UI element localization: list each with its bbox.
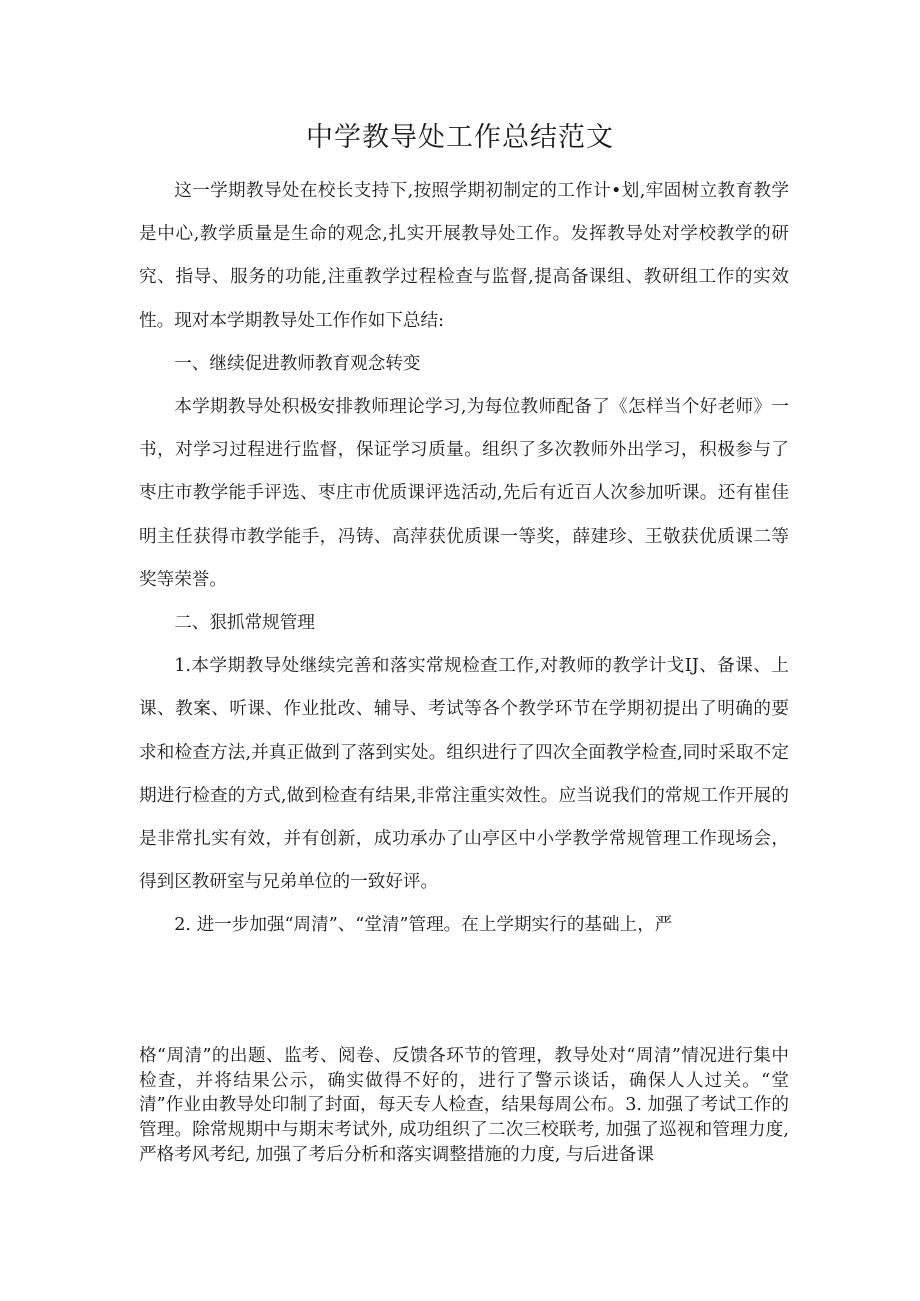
document-title: 中学教导处工作总结范文 xyxy=(306,122,614,153)
paragraph-intro: 这一学期教导处在校长支持下,按照学期初制定的工作计•划,牢固树立教育教学是中心,教学质量是生命的观念,扎实开展教导处工作。发挥教导处对学校教学的研究、指导、服务的功能,注重教学过程检查与监督,提高备课组、教研组工作的实效性。现对本学期教导处工作作如下总结: xyxy=(139,181,789,331)
section-heading-1: 一、继续促进教师教育观念转变 xyxy=(174,353,421,374)
paragraph-section-1: 本学期教导处积极安排教师理论学习,为每位教师配备了《怎样当个好老师》一书，对学习过程进行监督，保证学习质量。组织了多次教师外出学习，积极参与了枣庄市教学能手评选、枣庄市优质课评选活动,先后有近百人次参加听课。还有崔佳明主任获得市教学能手，冯铸、高萍获优质课一等奖，薛建珍、王敬获优质课二等奖等荣誉。 xyxy=(139,397,789,590)
section-heading-2: 二、狠抓常规管理 xyxy=(174,613,315,634)
paragraph-routine-1: 1.本学期教导处继续完善和落实常规检查工作,对教师的教学计戈IJ、备课、上课、教案、听课、作业批改、辅导、考试等各个教学环节在学期初提出了明确的要求和检查方法,并真正做到了落到实处。组织进行了四次全面教学检查,同时采取不定期进行检查的方式,做到检查有结果,非常注重实效性。应当说我们的常规工作开展的是非常扎实有效，并有创新，成功承办了山亭区中小学教学常规管理工作现场会，得到区教研室与兄弟单位的一致好评。 xyxy=(139,656,789,893)
document-body xyxy=(139,170,789,948)
paragraph-routine-2: 2. 进一步加强“周清”、“堂清”管理。在上学期实行的基础上，严 xyxy=(174,915,673,936)
paragraph-continued: 格“周清”的出题、监考、阅卷、反馈各环节的管理，教导处对“周清”情况进行集中检查，并将结果公示，确实做得不好的，进行了警示谈话，确保人人过关。“堂清”作业由教导处印制了封面，每天专人检查，结果每周公布。3. 加强了考试工作的管理。除常规期中与期末考试外, 成功组织了二次三校联考, 加强了巡视和管理力度, 严格考风考纪, 加强了考后分析和落实调整措施的力度, 与后进备课 xyxy=(139,1046,789,1165)
